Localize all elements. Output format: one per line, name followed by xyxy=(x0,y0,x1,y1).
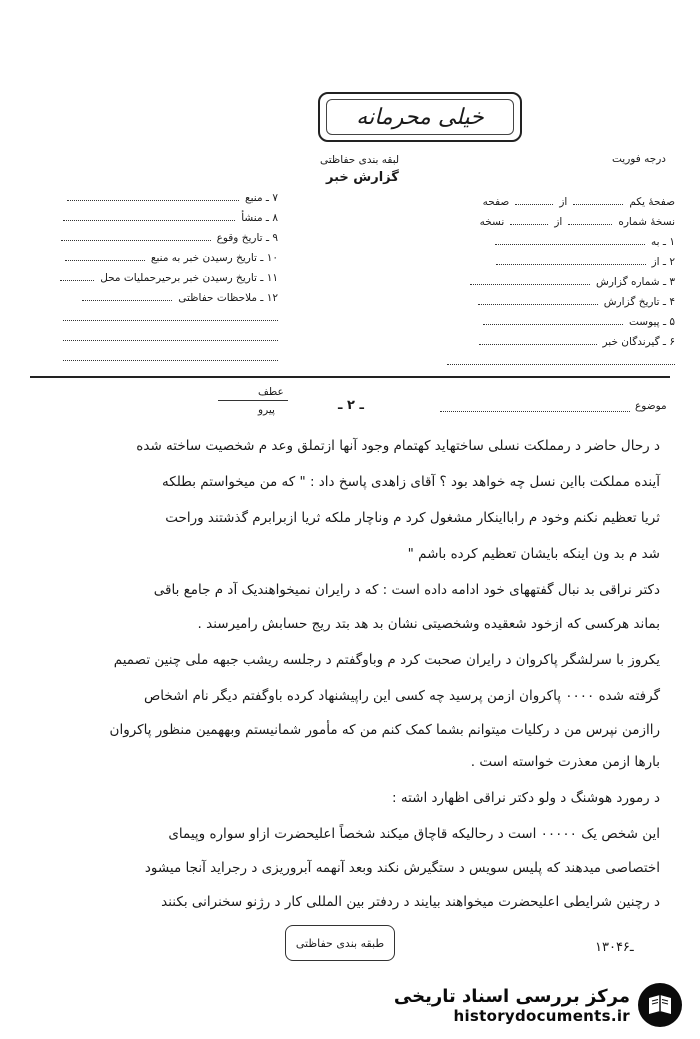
reference-line xyxy=(218,400,288,401)
form-dots xyxy=(479,334,597,345)
form-row-report-number xyxy=(440,274,675,294)
form-dots xyxy=(568,214,612,225)
body-line: اختصاصی میدهند که پلیس سویس د ستگیرش نکند وبعد آنهمه آبروریزی د رجراید آنجا میشود xyxy=(144,860,660,876)
protection-class-label: لبقه بندی حفاظتی xyxy=(320,154,400,166)
report-title: گزارش خبر xyxy=(326,170,399,185)
body-line: ثریا تعظیم نکنم وخود م رابااینکار مشغول کرد م وناچار ملکه ثریا ازبرابرم گذشتند وراحت xyxy=(165,510,660,526)
form-row-recipients xyxy=(440,334,675,354)
body-line: راازمن نپرس من د رکلیات میتوانم بشما کمک کنم من که مأمور شمانیستم وبههمین منظور پاکروان xyxy=(109,722,660,738)
form-row-security-notes xyxy=(48,290,278,310)
form-left-column xyxy=(48,190,278,370)
archive-logo-text xyxy=(394,986,630,1025)
form-dots xyxy=(63,310,278,321)
form-label: نسخهٔ شماره xyxy=(618,216,675,228)
book-icon xyxy=(638,983,682,1027)
page-number: ـ ۲ ـ xyxy=(338,398,364,413)
form-label: ۱۱ ـ تاریخ رسیدن خبر برحیرحملیات محل xyxy=(100,272,278,284)
form-dots xyxy=(483,314,623,325)
form-label: نسخه xyxy=(479,216,505,228)
form-label: ۱۰ ـ تاریخ رسیدن خبر به منبع xyxy=(150,252,278,264)
form-row-source-date xyxy=(48,250,278,270)
form-row-to xyxy=(440,234,675,254)
form-dots xyxy=(65,250,145,261)
form-row-extra-1 xyxy=(48,310,278,330)
body-line: د رمورد هوشنگ د ولو دکتر نراقی اظهارد اشته : xyxy=(392,790,660,806)
form-row-extra-2 xyxy=(48,330,278,350)
bottom-stamp-text: طبقه بندی حفاظتی xyxy=(295,936,385,950)
urgency-label: درجه فوریت xyxy=(612,153,666,165)
form-row-attachment xyxy=(440,314,675,334)
form-label: ۶ ـ گیرندگان خبر xyxy=(602,336,675,348)
form-row-page xyxy=(440,194,675,214)
form-label: ۹ ـ تاریخ وقوع xyxy=(216,232,278,244)
form-label: ۱ ـ به xyxy=(651,236,675,248)
document-code: ۱۳۰ـ۴۶ xyxy=(595,940,634,955)
header-divider xyxy=(30,376,670,378)
form-row-report-date xyxy=(440,294,675,314)
body-line: این شخص یک ۰۰۰۰۰ است د رحالیکه قاچاق میکند شخصاً اعلیحضرت ازاو سواره وپیمای xyxy=(168,826,660,842)
reference-label: عطف xyxy=(258,386,284,398)
form-row-extra-3 xyxy=(48,350,278,370)
form-row-from xyxy=(440,254,675,274)
body-line: د رحال حاضر د رمملکت نسلی ساختهاید کهتمام وجود آنها ازتملق وعد م شخصیت ساخته شده xyxy=(136,438,660,454)
form-row-copy xyxy=(440,214,675,234)
bottom-classification-stamp xyxy=(285,925,395,961)
body-line: بماند هرکسی که ازخود شعقیده وشخصیتی نشان بد هد بتد ریج حسابش رامیرسند . xyxy=(197,616,660,632)
form-row-source xyxy=(48,190,278,210)
classification-stamp xyxy=(318,92,522,142)
form-dots xyxy=(82,290,172,301)
form-row-extra xyxy=(440,354,675,374)
follow-up-label: پیرو xyxy=(258,404,275,416)
body-line: شد م بد ون اینکه بایشان تعظیم کرده باشم " xyxy=(407,546,660,562)
form-dots xyxy=(470,274,590,285)
body-line: بارها ازمن معذرت خواسته است . xyxy=(470,754,660,770)
form-right-column xyxy=(440,194,675,374)
form-row-ops-date xyxy=(48,270,278,290)
form-label: از xyxy=(554,216,563,228)
form-dots xyxy=(573,194,623,205)
subject-label: موضوع xyxy=(635,400,667,412)
form-label: ۵ ـ پیوست xyxy=(628,316,675,328)
form-label: ۸ ـ منشأ xyxy=(241,212,278,224)
body-line: گرفته شده ۰۰۰۰ پاکروان ازمن پرسید چه کسی این راپیشنهاد کرده باوگفتم دیگر نام اشخاص xyxy=(143,688,660,704)
body-line: د رچنین شرایطی اعلیحضرت میخواهند بیایند د ردفتر بین المللی کار د رژنو سخنرانی بکنند xyxy=(161,894,660,910)
form-dots xyxy=(510,214,548,225)
form-row-origin xyxy=(48,210,278,230)
form-label: ۲ ـ از xyxy=(651,256,675,268)
form-label: صفحه xyxy=(482,196,510,208)
archive-url: historydocuments.ir xyxy=(453,1006,630,1025)
body-line: یکروز با سرلشگر پاکروان د رایران صحبت کرد م وباوگفتم د رجلسه ریشب جبهه ملی چنین تصمیم xyxy=(113,652,660,668)
classification-stamp-text: خیلی محرمانه xyxy=(356,104,484,130)
form-dots xyxy=(61,230,211,241)
form-label: ۳ ـ شماره گزارش xyxy=(596,276,675,288)
form-dots xyxy=(495,234,645,245)
archive-logo xyxy=(394,983,682,1027)
form-dots xyxy=(60,270,94,281)
form-label: ۷ ـ منبع xyxy=(245,192,278,204)
form-dots xyxy=(515,194,553,205)
form-dots xyxy=(63,330,278,341)
archive-name-fa: مرکز بررسی اسناد تاریخی xyxy=(393,985,630,1007)
form-dots xyxy=(478,294,598,305)
body-line: دکتر نراقی بد نبال گفتههای خود ادامه داده است : که د رایران نمیخواهندیک آد م جامع باقی xyxy=(153,582,660,598)
form-label: صفحهٔ یکم xyxy=(629,196,675,208)
subject-dots xyxy=(440,405,630,412)
form-dots xyxy=(63,210,235,221)
form-dots xyxy=(496,254,646,265)
form-dots xyxy=(63,350,278,361)
form-dots xyxy=(447,354,675,365)
form-row-event-date xyxy=(48,230,278,250)
form-label: ۴ ـ تاریخ گزارش xyxy=(603,296,675,308)
form-dots xyxy=(67,190,239,201)
form-label: از xyxy=(559,196,568,208)
body-line: آینده مملکت بااین نسل چه خواهد بود ؟ آقای زاهدی پاسخ داد : " که من میخواستم بطلکه xyxy=(162,474,660,490)
form-label: ۱۲ ـ ملاحظات حفاظتی xyxy=(178,292,278,304)
